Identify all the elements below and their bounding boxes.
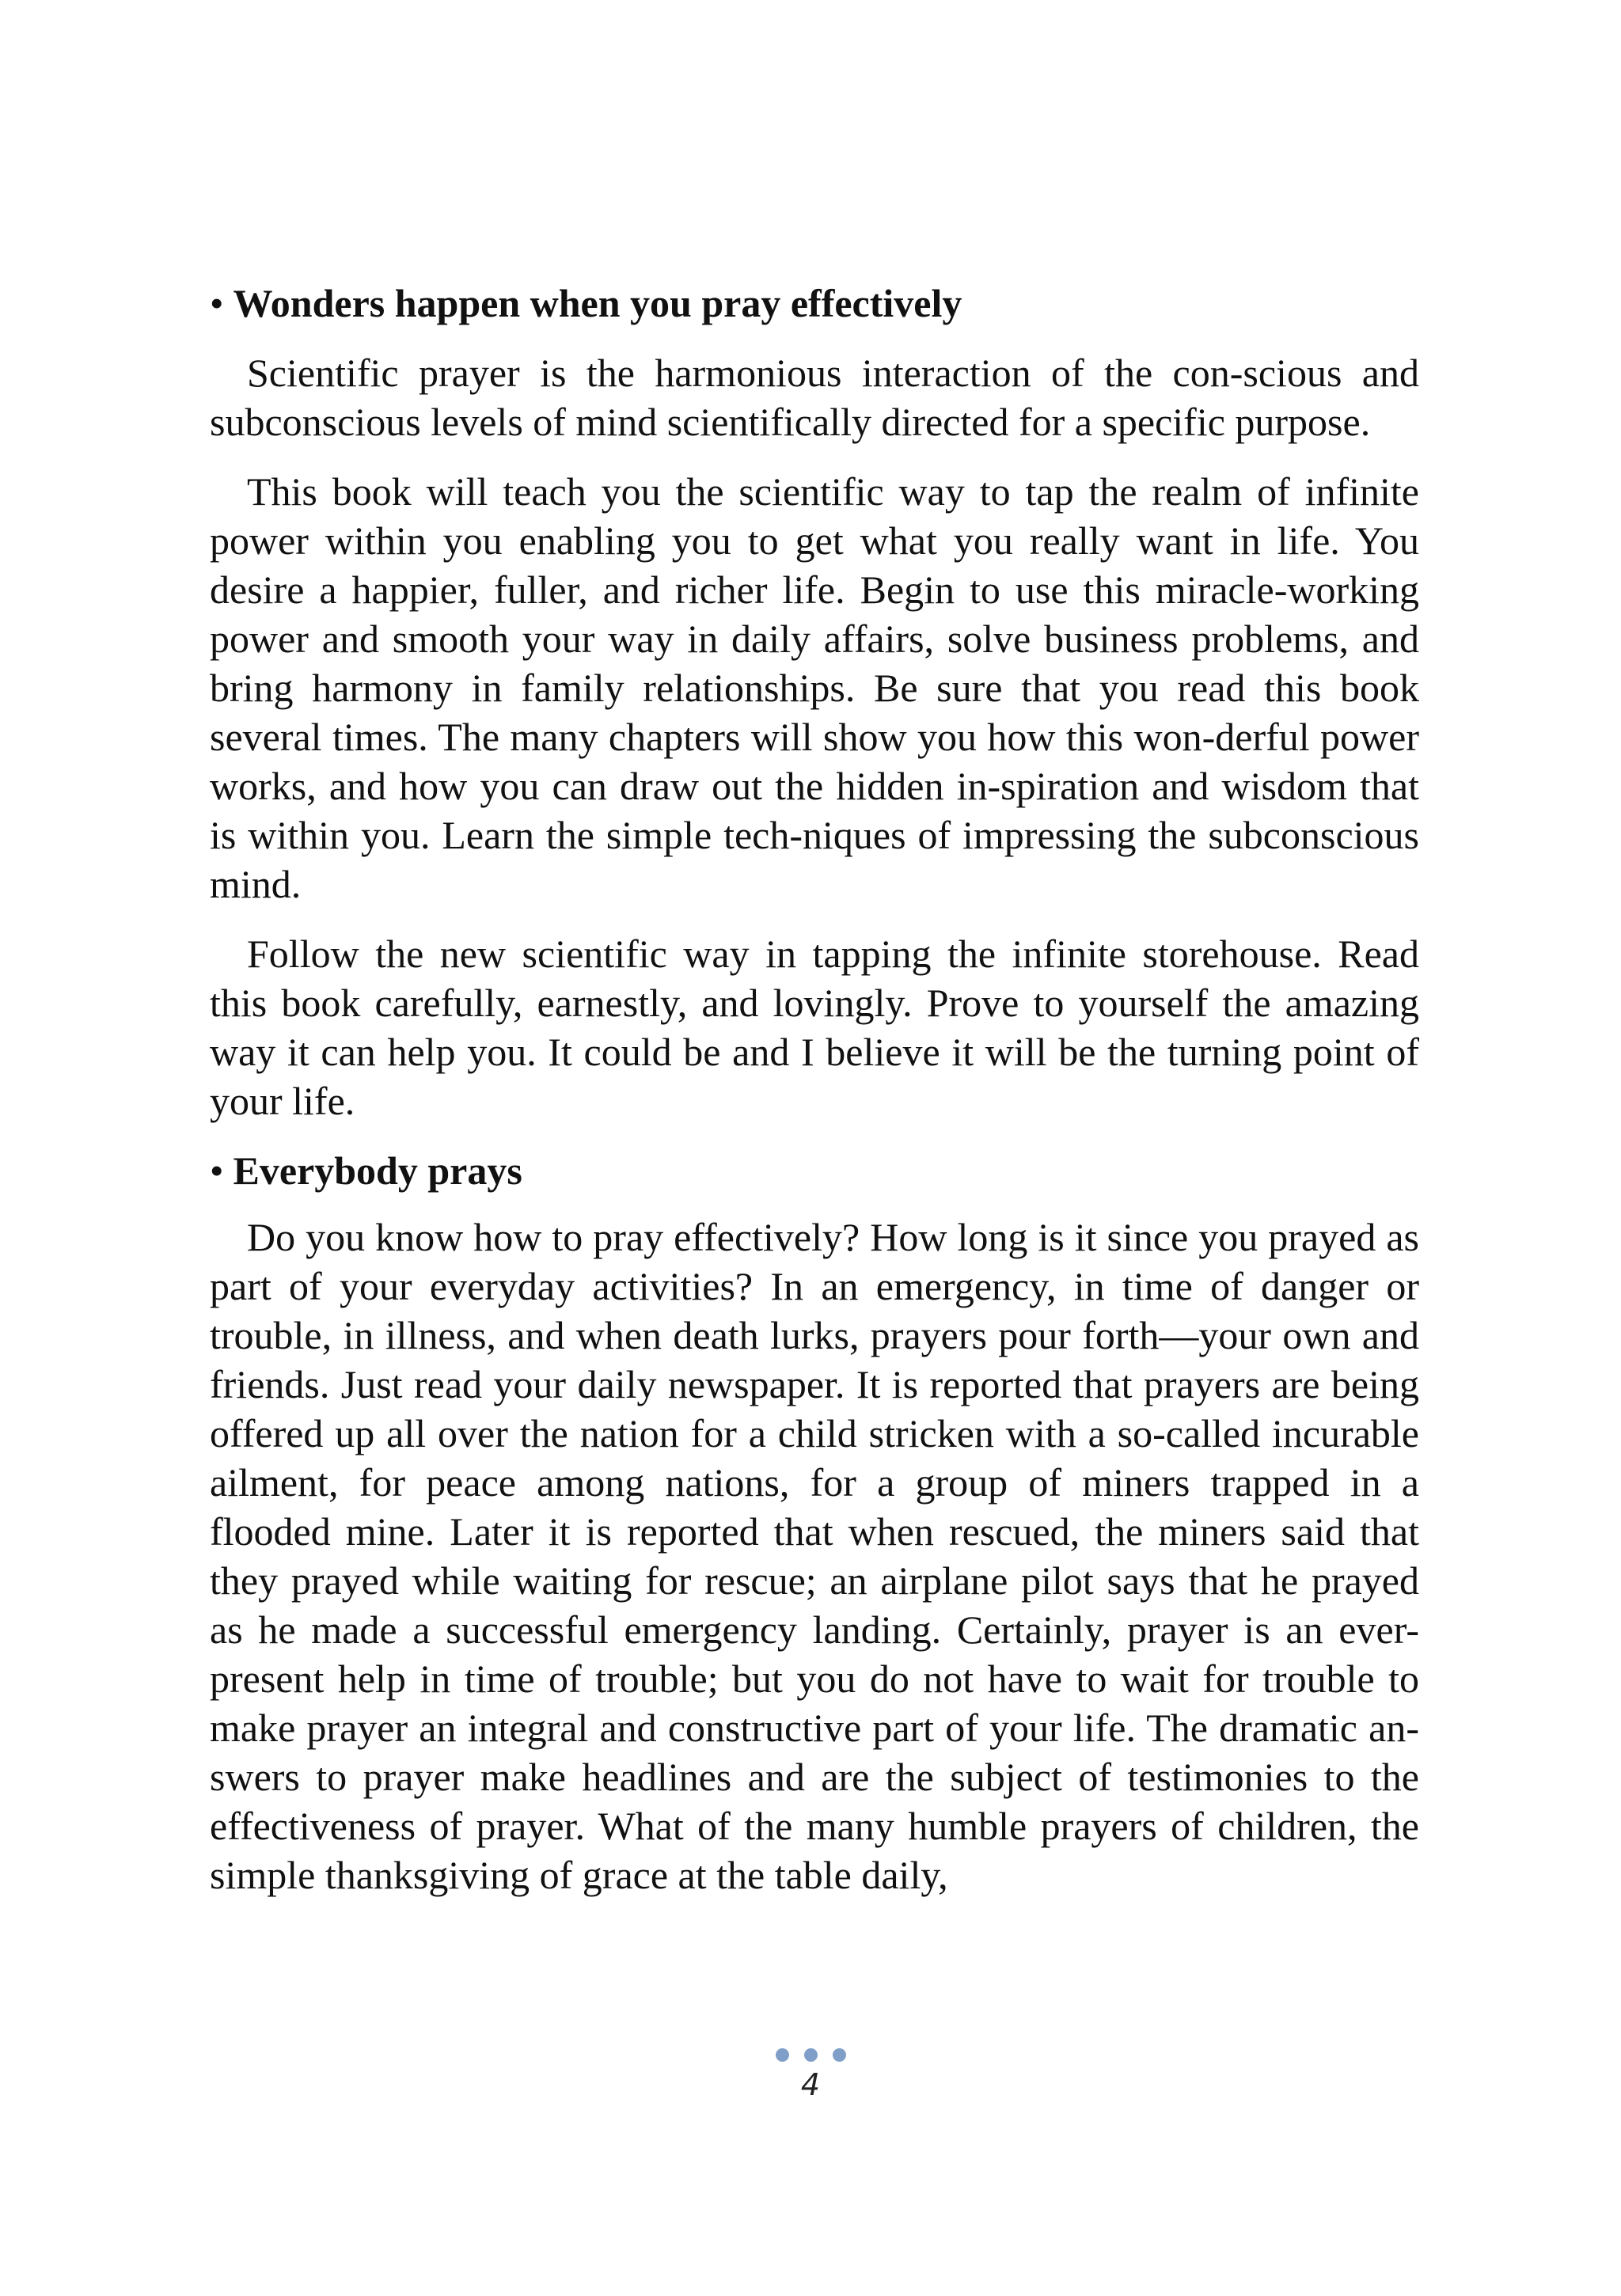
paragraph: This book will teach you the scientific way to tap the realm of infinite power within you enabling you to get what you really want in life. You desire a happier, fuller, and richer life. Begin to use this miracle-working power and smooth your way in daily affairs, solve business problems, and bring harmony in family relationships. Be sure that you read this book several times. The many chapters will show you how this won-derful power works, and how you can draw out the hidden in-spiration and wisdom that is within you. Learn the simple tech-niques of impressing the subconscious mind. bbox=[210, 469, 1419, 906]
dot-icon bbox=[833, 2048, 846, 2062]
page-body bbox=[210, 279, 1419, 1899]
bullet-icon: • bbox=[210, 281, 224, 325]
heading-text: Everybody prays bbox=[233, 1148, 522, 1193]
section-heading bbox=[210, 279, 1419, 328]
paragraph: Follow the new scientific way in tapping the infinite storehouse. Read this book carefully, earnestly, and lovingly. Prove to yourself the amazing way it can help you. It could be and I believe it will be the turning point of your life. bbox=[210, 932, 1419, 1123]
paragraph: Scientific prayer is the harmonious interaction of the con-scious and subconscious levels of mind scientifically directed for a specific purpose. bbox=[210, 351, 1419, 444]
page-footer bbox=[0, 2047, 1621, 2102]
dot-icon bbox=[776, 2048, 789, 2062]
dot-icon bbox=[804, 2048, 818, 2062]
ornament-dots-icon bbox=[0, 2047, 1621, 2063]
section-heading bbox=[210, 1146, 1419, 1195]
paragraph: Do you know how to pray effectively? How long is it since you prayed as part of your everyday activities? In an emergency, in time of danger or trouble, in illness, and when death lurks, prayers pour forth—your own and friends. Just read your daily newspaper. It is reported that prayers are being offered up all over the nation for a child stricken with a so-called incurable ailment, for peace among nations, for a group of miners trapped in a flooded mine. Later it is reported that when rescued, the miners said that they prayed while waiting for rescue; an airplane pilot says that he prayed as he made a successful emergency landing. Certainly, prayer is an ever-present help in time of trouble; but you do not have to wait for trouble to make prayer an integral and constructive part of your life. The dramatic an-swers to prayer make headlines and are the subject of testimonies to the effectiveness of prayer. What of the many humble prayers of children, the simple thanksgiving of grace at the table daily, bbox=[210, 1215, 1419, 1897]
page-number: 4 bbox=[800, 2067, 821, 2102]
bullet-icon: • bbox=[210, 1148, 224, 1193]
heading-text: Wonders happen when you pray effectively bbox=[233, 281, 962, 325]
